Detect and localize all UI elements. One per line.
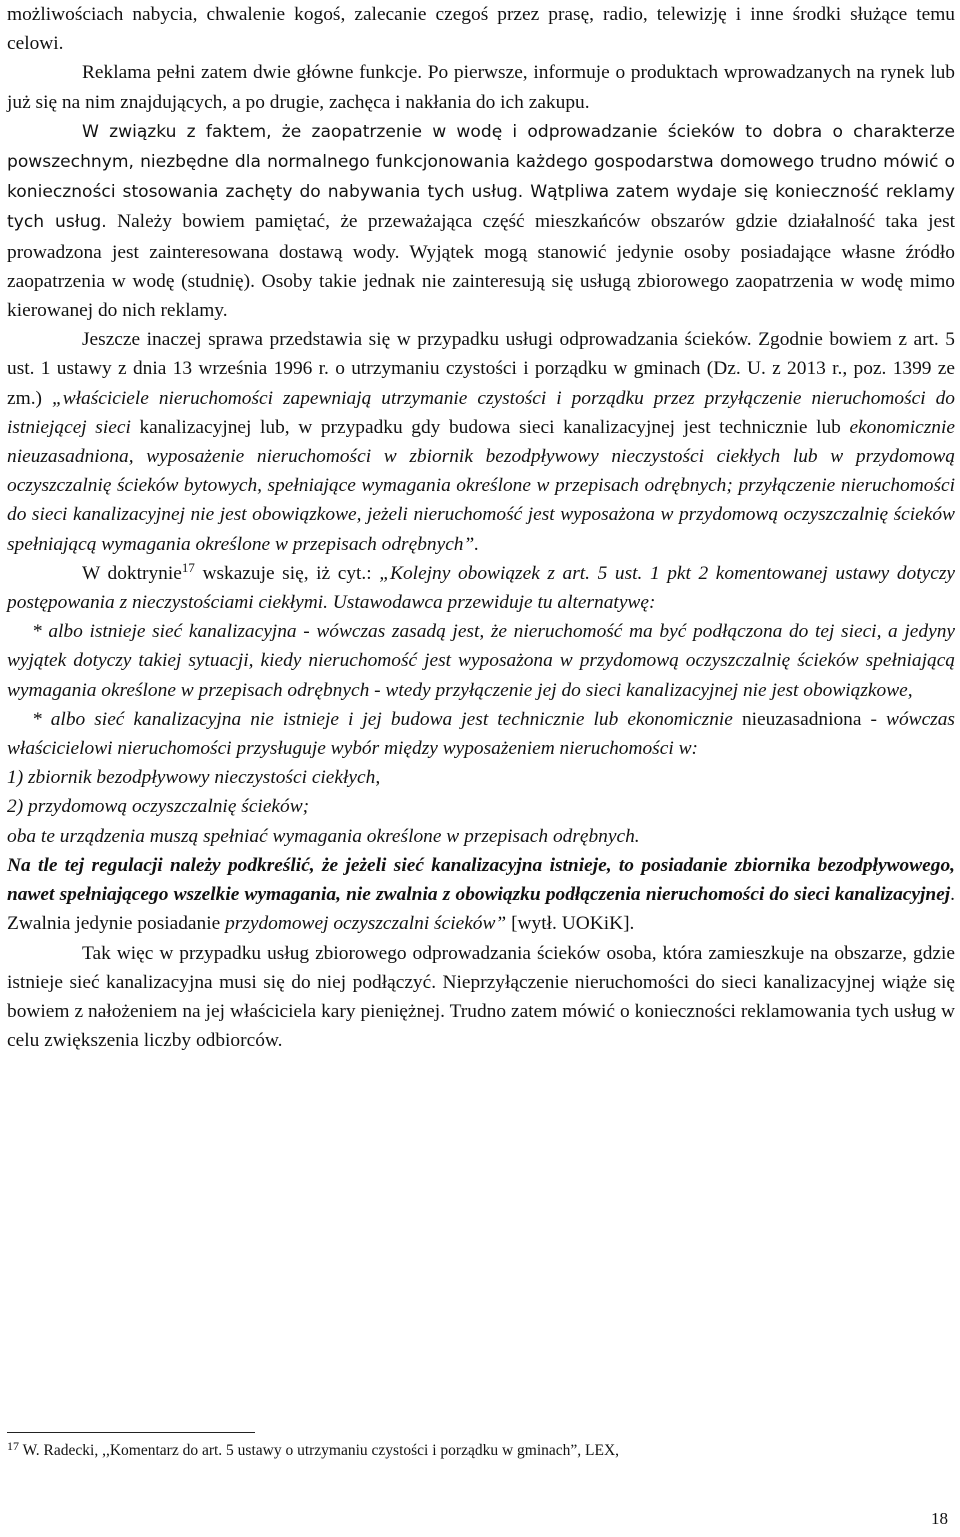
paragraph-advertising-functions: Reklama pełni zatem dwie główne funkcje. Po pierwsze, informuje o produktach wprowadzanych na rynek lub już się na nim znajdujących, a po drugie, zachęca i nakłania do ich zakupu.	[7, 62, 955, 113]
devices-requirement-text: oba te urządzenia muszą spełniać wymagania określone w przepisach odrębnych.	[7, 825, 640, 847]
alternative-item-2-text-c: wówczas właścicielowi nieruchomości przysługuje wybór między wyposażeniem nieruchomości w:	[7, 708, 955, 760]
alternative-item-1	[7, 617, 955, 705]
paragraph-sewage-law	[7, 325, 955, 559]
list-item-1-text: 1) zbiornik bezodpływowy nieczystości ciekłych,	[7, 767, 381, 789]
devices-requirement	[7, 822, 955, 851]
list-item-2	[7, 792, 955, 821]
footnote	[7, 1440, 907, 1462]
emphasis-italic-text: przydomowej oczyszczalni ścieków”	[225, 913, 507, 935]
alternative-item-2-text-a: * albo sieć kanalizacyjna nie istnieje i jej budowa jest technicznie lub ekonomicznie	[32, 708, 742, 730]
page-number: 18	[931, 1509, 948, 1528]
doctrine-cyt: wskazuje się, iż cyt.:	[194, 562, 380, 584]
footnote-number: 17	[7, 1439, 19, 1453]
footnote-reference: 17	[181, 559, 195, 575]
paragraph-emphasis	[7, 851, 955, 939]
law-citation: Jeszcze inaczej sprawa przedstawia się w przypadku usługi odprowadzania ścieków. Zgodnie bowiem z art. 5 ust. 1 ustawy z dnia 13 września 1996 r. o utrzymaniu czystości i porządku w gminach (Dz. U. z 2013 r., poz. 1399 ze zm.)	[7, 329, 955, 409]
emphasis-annotation: [wytł. UOKiK].	[506, 913, 635, 935]
alternative-item-2-text-b: nieuzasadniona -	[741, 708, 887, 730]
footnote-text: W. Radecki, ,,Komentarz do art. 5 ustawy o utrzymaniu czystości i porządku w gminach”, LEX,	[19, 1442, 620, 1459]
emphasis-bold-text: Na tle tej regulacji należy podkreślić, że jeżeli sieć kanalizacyjna istnieje, to posiadanie zbiornika bezodpływowego, nawet spełniającego wszelkie wymagania, nie zwalnia z obowiązku podłączenia nieruchomości do sieci kanalizacyjnej	[7, 854, 955, 906]
statute-quote-plain: kanalizacyjnej lub, w przypadku gdy budowa sieci kanalizacyjnej jest technicznie lub	[139, 416, 850, 438]
sans-text-span: W związku z faktem, że zaopatrzenie w wodę i odprowadzanie ścieków to dobra o charakterze powszechnym, niezbędne dla normalnego funkcjonowania każdego gospodarstwa domowego trudno mówić o konieczności stosowania zachęty do nabywania tych usług. Wątpliwa zatem wydaje się konieczność reklamy tych usług.	[7, 121, 955, 233]
doctrine-quote: „Kolejny obowiązek z art. 5 ust. 1 pkt 2 komentowanej ustawy dotyczy postępowania z nieczystościami ciekłymi. Ustawodawca przewiduje tu alternatywę:	[7, 562, 955, 614]
paragraph-conclusion: Tak więc w przypadku usług zbiorowego odprowadzania ścieków osoba, która zamieszkuje na obszarze, gdzie istnieje sieć kanalizacyjna musi się do niej podłączyć. Nieprzyłączenie nieruchomości do sieci kanalizacyjnej wiąże się bowiem z nałożeniem na jej właściciela kary pieniężnej. Trudno zatem mówić o konieczności reklamowania tych usług w celu zwiększenia liczby odbiorców.	[7, 942, 955, 1052]
list-item-2-text: 2) przydomową oczyszczalnię ścieków;	[7, 796, 310, 818]
statute-quote-1: „właściciele nieruchomości zapewniają utrzymanie czystości i porządku przez przyłączenie nieruchomości do istniejącej sieci	[7, 387, 955, 438]
serif-text-span: Należy bowiem pamiętać, że przeważająca część mieszkańców obszarów gdzie działalność taka jest prowadzona jest zainteresowana dostawą wody. Wyjątek mogą stanowić jedynie osoby posiadające własne źródło zaopatrzenia w wodę (studnię). Osoby takie jednak nie zainteresują się usługą zbiorowego zaopatrzenia w wodę mimo kierowanej do nich reklamy.	[7, 211, 956, 322]
alternative-item-1-text: * albo istnieje sieć kanalizacyjna - wówczas zasadą jest, że nieruchomość ma być podłączona do tej sieci, a jedyny wyjątek dotyczy takiej sytuacji, kiedy nieruchomość jest wyposażona w przydomową oczyszczalnię ścieków spełniającą wymagania określone w przepisach odrębnych - wtedy przyłączenie jej do sieci kanalizacyjnej nie jest obowiązkowe,	[7, 621, 955, 701]
alternative-item-2	[7, 705, 955, 763]
paragraph-continuation: możliwościach nabycia, chwalenie kogoś, zalecanie czegoś przez prasę, radio, telewizję i inne środki służące temu celowi.	[7, 4, 955, 55]
body-text	[7, 0, 955, 1055]
paragraph-water-supply	[7, 117, 955, 325]
paragraph-doctrine	[7, 559, 955, 617]
list-item-1	[7, 763, 955, 792]
footnote-separator	[7, 1432, 255, 1433]
document-page	[7, 0, 955, 1055]
statute-quote-2: ekonomicznie nieuzasadniona, wyposażenie nieruchomości w zbiornik bezodpływowy nieczystości ciekłych lub w przydomową oczyszczalnię ścieków bytowych, spełniające wymagania określone w przepisach odrębnych; przyłączenie nieruchomości do sieci kanalizacyjnej nie jest obowiązkowe, jeżeli nieruchomość jest wyposażona w przydomową oczyszczalnię ścieków spełniającą wymagania określone w przepisach odrębnych”.	[7, 416, 955, 555]
doctrine-intro: W doktrynie	[82, 562, 182, 584]
emphasis-plain-text: . Zwalnia jedynie posiadanie	[7, 884, 955, 935]
